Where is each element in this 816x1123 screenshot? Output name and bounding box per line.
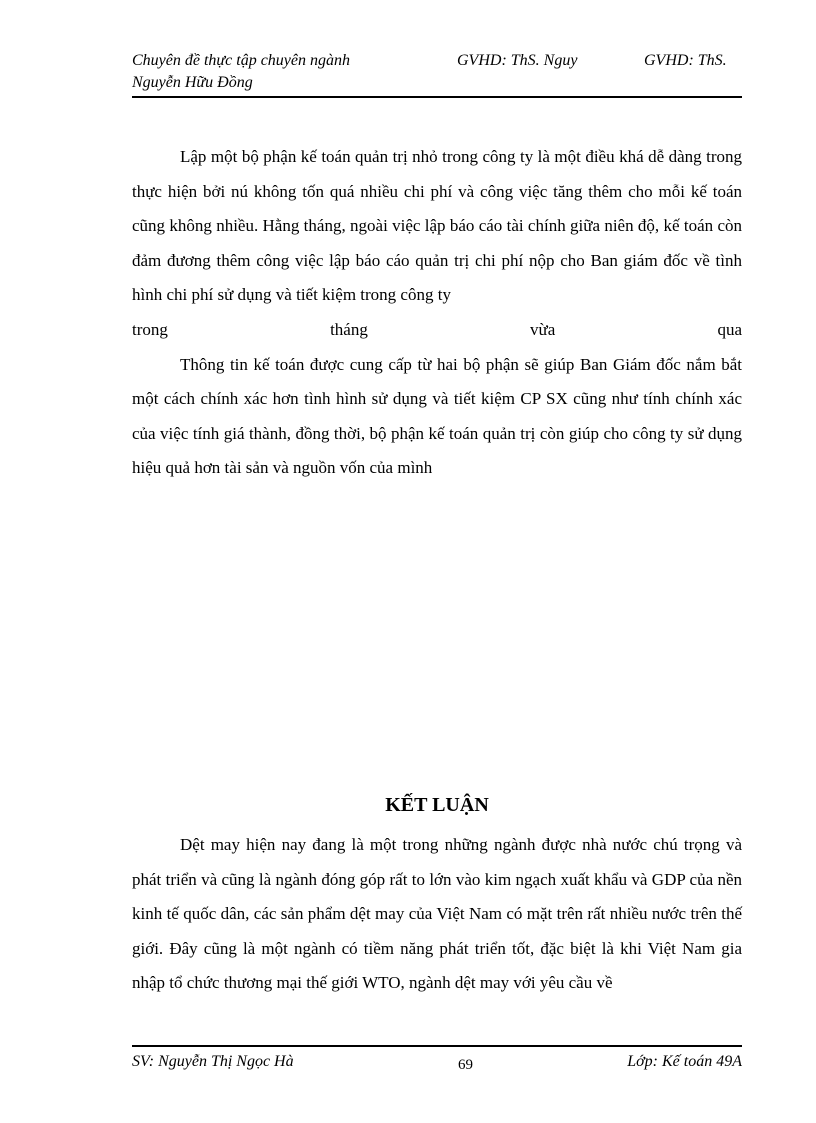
- page-footer: [132, 1045, 742, 1077]
- spread-word: qua: [717, 319, 742, 339]
- conclusion-paragraph: Dệt may hiện nay đang là một trong những ngành được nhà nước chú trọng và phát triển và cũng là ngành đóng góp rất to lớn vào kim ngạch xuất khẩu và GDP của nền kinh tế quốc dân, các sản phẩm dệt may của Việt Nam có mặt trên rất nhiều nước trên thế giới. Đây cũng là một ngành có tiềm năng phát triển tốt, đặc biệt là khi Việt Nam gia nhập tổ chức thương mại thế giới WTO, ngành dệt may với yêu cầu về: [132, 835, 742, 993]
- header-author: Nguyễn Hữu Đồng: [132, 74, 253, 91]
- spread-word: trong: [132, 319, 168, 339]
- spread-word: vừa: [530, 319, 556, 339]
- body-paragraph-1-last-line: [132, 313, 742, 348]
- conclusion-title: KẾT LUẬN: [385, 794, 489, 816]
- footer-rule: [132, 1045, 742, 1047]
- conclusion-section: [132, 828, 742, 1001]
- header-line: [132, 52, 742, 74]
- footer-class: Lớp: Kế toán 49A: [627, 1053, 742, 1070]
- header-supervisor-2: GVHD: ThS.: [644, 52, 727, 69]
- body-text: [132, 140, 742, 486]
- page-number: 69: [458, 1057, 473, 1073]
- spread-word: tháng: [330, 319, 368, 339]
- header-supervisor-1: GVHD: ThS. Nguy: [457, 52, 578, 69]
- header-report-title: Chuyên đề thực tập chuyên ngành: [132, 52, 350, 69]
- page-header: [132, 50, 742, 98]
- body-paragraph-2: Thông tin kế toán được cung cấp từ hai bộ phận sẽ giúp Ban Giám đốc nắm bắt một cách chính xác hơn tình hình sử dụng và tiết kiệm CP SX cũng như tính chính xác của việc tính giá thành, đồng thời, bộ phận kế toán quản trị còn giúp cho công ty sử dụng hiệu quả hơn tài sản và nguồn vốn của mình: [132, 354, 742, 478]
- header-rule: [132, 96, 742, 98]
- body-paragraph-1: Lập một bộ phận kế toán quản trị nhỏ trong công ty là một điều khá dễ dàng trong thực hiện bởi nú không tốn quá nhiều chi phí và công việc tăng thêm cho mỗi kế toán cũng không nhiều. Hằng tháng, ngoài việc lập báo cáo tài chính giữa niên độ, kế toán còn đảm đương thêm công việc lập báo cáo quản trị chi phí nộp cho Ban giám đốc về tình hình chi phí sử dụng và tiết kiệm trong công ty: [132, 147, 742, 305]
- footer-student: SV: Nguyễn Thị Ngọc Hà: [132, 1053, 294, 1070]
